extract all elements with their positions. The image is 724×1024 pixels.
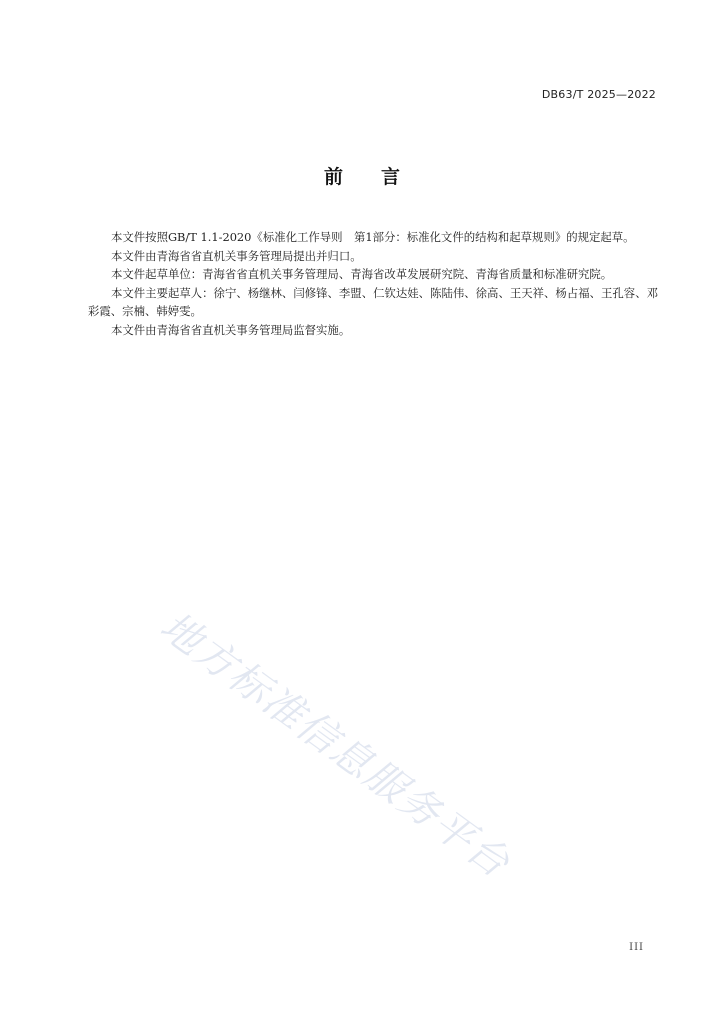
page-title: 前言 <box>323 166 438 188</box>
paragraph-proposer: 本文件由青海省省直机关事务管理局提出并归口。 <box>111 248 362 263</box>
paragraph-drafting-units: 本文件起草单位：青海省省直机关事务管理局、青海省改革发展研究院、青海省质量和标准研究院。 <box>111 267 613 282</box>
paragraph-drafters: 本文件主要起草人：徐宁、杨继林、闫修锋、李盟、仁钦达娃、陈陆伟、徐高、王天祥、杨占福、王孔容、邓彩霞、宗楠、韩婷雯。 <box>88 285 658 319</box>
document-code: DB63/T 2025—2022 <box>541 88 656 101</box>
watermark: 地方标准信息服务平台 <box>151 603 519 888</box>
page-number: III <box>629 942 644 953</box>
paragraph-supervisor: 本文件由青海省省直机关事务管理局监督实施。 <box>111 322 351 337</box>
body-text <box>88 228 658 340</box>
paragraph-drafting-basis: 本文件按照GB/T 1.1-2020《标准化工作导则 第1部分：标准化文件的结构和起草规则》的规定起草。 <box>111 230 635 244</box>
